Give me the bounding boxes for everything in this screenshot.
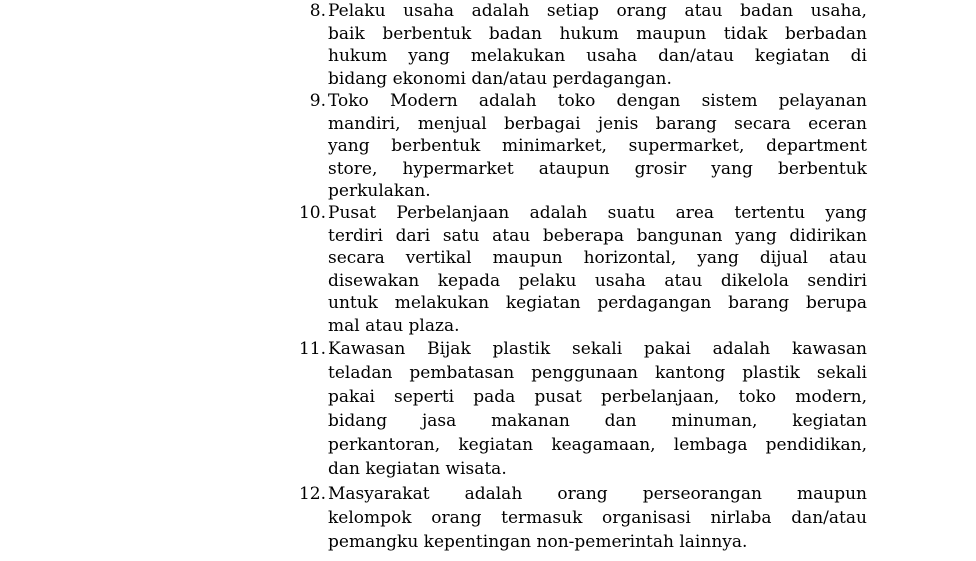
word: melakukan [470,46,566,66]
word: maupun [797,484,867,504]
word: hukum [328,46,388,66]
item-line [328,483,867,506]
item-line [328,338,867,361]
word: Pelaku [328,1,386,21]
word: sekali [816,363,867,383]
word: kawasan [792,339,867,359]
word: pendidikan, [765,435,867,455]
word: toko [557,91,596,111]
word: setiap [546,1,599,21]
item-number: 9. [309,91,326,111]
word: sendiri [807,270,867,291]
word: vertikal [405,248,472,268]
word: kepada [437,270,501,291]
word: store, [328,158,378,179]
word: barang [728,293,790,313]
word: modern, [795,387,867,407]
word: perbelanjaan, [600,387,720,407]
word: hypermarket [402,158,514,179]
word: yang [735,225,777,246]
word: atau [664,270,703,291]
word: berbentuk [382,23,472,44]
word: perseorangan [642,484,762,504]
word: yang [328,136,370,156]
word: tidak [723,23,768,44]
word: ataupun [538,158,610,179]
word: orang [557,484,608,504]
word: Modern [389,91,458,111]
word: nirlaba [710,508,772,528]
item-line: pemangku kepentingan non-pemerintah lainnya. [328,532,748,552]
word: lembaga [673,435,748,455]
item-line [328,507,867,530]
item-line [328,247,867,270]
word: Perbelanjaan [396,203,510,223]
word: pelayanan [778,91,867,111]
word: Pusat [328,203,377,223]
word: usaha, [810,1,867,21]
item-line [328,434,867,457]
word: atau [492,225,531,246]
word: termasuk [501,508,583,528]
item-line [328,113,867,136]
word: disewakan [328,270,420,291]
word: didirikan [789,225,867,246]
word: baik [328,23,365,44]
word: Toko [328,91,369,111]
word: dari [395,225,431,246]
word: pada [473,387,516,407]
word: dan/atau [791,508,867,528]
word: satu [442,225,480,246]
word: yang [711,158,753,179]
word: makanan [491,411,570,431]
word: organisasi [602,508,691,528]
word: jasa [421,411,457,431]
word: berupa [805,293,867,313]
word: usaha [586,46,638,66]
word: menjual [417,113,487,134]
word: dikelola [720,270,789,291]
item-line [328,45,867,68]
item-line [328,0,867,23]
word: adalah [478,91,537,111]
word: supermarket, [628,136,745,156]
word: pakai [643,339,691,359]
word: mandiri, [328,113,401,134]
item-number: 11. [298,339,326,359]
word: grosir [634,158,687,179]
word: maupun [636,23,707,44]
word: minimarket, [502,136,607,156]
word: Kawasan [328,339,406,359]
word: suatu [607,203,656,223]
word: dan/atau [658,46,734,66]
word: sekali [572,339,623,359]
word: kegiatan [754,46,830,66]
word: secara [734,113,791,134]
word: sistem [701,91,758,111]
word: bangunan [636,225,723,246]
item-line: perkulakan. [328,181,431,201]
word: jenis [597,113,639,134]
word: area [675,203,715,223]
word: pusat [534,387,582,407]
word: berbentuk [777,158,867,179]
word: atau [684,1,723,21]
word: perkantoran, [328,435,441,455]
word: adalah [712,339,771,359]
item-line: mal atau plaza. [328,315,460,336]
word: berbagai [504,113,581,134]
word: kegiatan [792,411,867,431]
item-number: 12. [298,484,326,504]
word: adalah [471,1,530,21]
item-line [328,225,867,248]
item-number: 10. [298,203,326,223]
word: seperti [394,387,455,407]
word: maupun [492,248,563,268]
word: usaha [594,270,646,291]
word: orang [616,1,667,21]
word: kantong [654,363,726,383]
word: terdiri [328,225,383,246]
word: usaha [403,1,455,21]
word: plastik [492,339,551,359]
item-line: bidang ekonomi dan/atau perdagangan. [328,68,672,89]
word: department [766,136,867,156]
item-number: 8. [309,1,326,21]
word: Bijak [427,339,471,359]
item-line [328,410,867,433]
item-line [328,23,867,46]
word: dijual [759,248,808,268]
item-line: dan kegiatan wisata. [328,459,507,479]
word: orang [431,508,482,528]
word: berbentuk [391,136,481,156]
item-line [328,202,867,225]
word: pelaku [518,270,577,291]
word: melakukan [394,293,490,313]
word: barang [655,113,717,134]
word: eceran [808,113,867,134]
word: pakai [328,387,375,407]
item-line [328,90,867,113]
word: dengan [616,91,681,111]
word: penggunaan [531,363,638,383]
item-line [328,158,867,181]
word: plastik [742,363,800,383]
item-line [328,270,867,293]
word: perdagangan [597,293,712,313]
word: Masyarakat [328,484,430,504]
item-line [328,292,867,315]
word: yang [697,248,739,268]
word: kegiatan [505,293,581,313]
word: badan [488,23,542,44]
word: adalah [464,484,523,504]
word: keagamaan, [551,435,656,455]
word: kegiatan [458,435,534,455]
word: toko [738,387,777,407]
word: bidang [328,411,388,431]
word: yang [825,203,867,223]
item-line [328,362,867,385]
word: minuman, [671,411,758,431]
word: dan [604,411,637,431]
word: beberapa [542,225,624,246]
word: horizontal, [583,248,677,268]
word: untuk [328,293,378,313]
word: yang [408,46,450,66]
word: badan [740,1,794,21]
word: berbadan [784,23,867,44]
word: teladan [328,363,393,383]
item-line [328,135,867,158]
word: tertentu [734,203,806,223]
word: hukum [559,23,619,44]
word: adalah [529,203,588,223]
word: kelompok [328,508,412,528]
word: secara [328,248,385,268]
word: di [850,46,867,66]
item-line [328,386,867,409]
word: pembatasan [409,363,515,383]
word: atau [828,248,867,268]
